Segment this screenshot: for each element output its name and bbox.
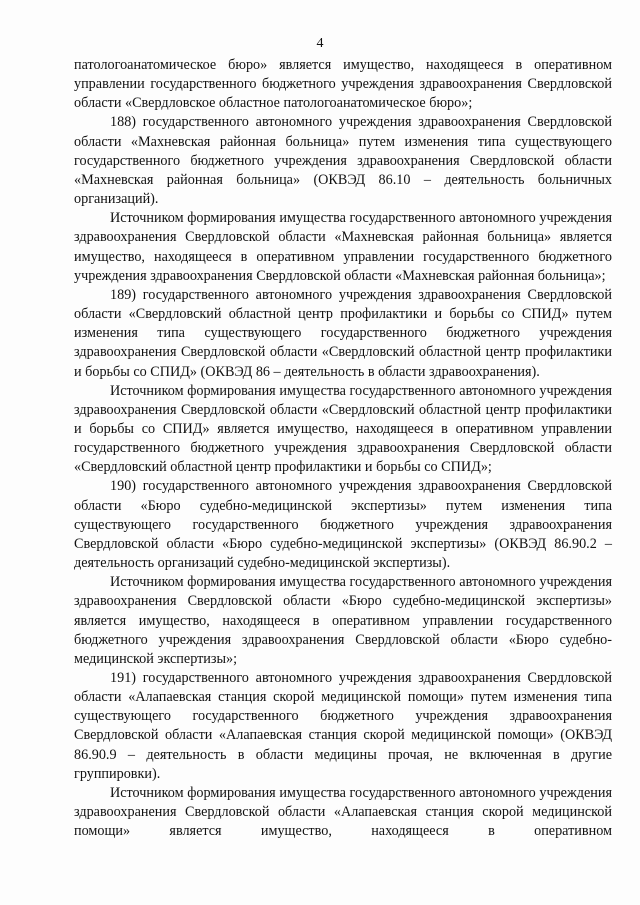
- paragraph-item-191: 191) государственного автономного учреждения здравоохранения Свердловской области «Алапаевская станция скорой медицинской помощи» путем изменения типа существующего государственного бюджетного учреждения здравоохранения Свердловской области «Алапаевская станция скорой медицинской помощи» (ОКВЭД 86.90.9 – деятельность в области медицины прочая, не включенная в другие группировки).: [74, 670, 612, 782]
- paragraph-item-188: 188) государственного автономного учреждения здравоохранения Свердловской области «Махневская районная больница» путем изменения типа существующего государственного бюджетного учреждения здравоохранения Свердловской области «Махневская районная больница» (ОКВЭД 86.10 – деятельность больничных организаций).: [74, 114, 612, 208]
- paragraph-source-188: Источником формирования имущества государственного автономного учреждения здравоохранения Свердловской области «Махневская районная больница» является имущество, находящееся в оперативном управлении государственного бюджетного учреждения здравоохранения Свердловской области «Махневская районная больница»;: [74, 210, 612, 284]
- document-body: [74, 56, 612, 841]
- paragraph-source-189: Источником формирования имущества государственного автономного учреждения здравоохранения Свердловской области «Свердловский областной центр профилактики и борьбы со СПИД» является имущество, находящееся в оперативном управлении государственного бюджетного учреждения здравоохранения Свердловской области «Свердловский областной центр профилактики и борьбы со СПИД»;: [74, 382, 612, 476]
- paragraph-item-189: 189) государственного автономного учреждения здравоохранения Свердловской области «Свердловский областной центр профилактики и борьбы со СПИД» путем изменения типа существующего государственного бюджетного учреждения здравоохранения Свердловской области «Свердловский областной центр профилактики и борьбы со СПИД» (ОКВЭД 86 – деятельность в области здравоохранения).: [74, 286, 612, 380]
- paragraph-source-190: Источником формирования имущества государственного автономного учреждения здравоохранения Свердловской области «Бюро судебно-медицинской экспертизы» является имущество, находящееся в оперативном управлении государственного бюджетного учреждения здравоохранения Свердловской области «Бюро судебно-медицинской экспертизы»;: [74, 574, 612, 667]
- page-number: 4: [316, 36, 324, 51]
- paragraph-item-190: 190) государственного автономного учреждения здравоохранения Свердловской области «Бюро судебно-медицинской экспертизы» путем изменения типа существующего государственного бюджетного учреждения здравоохранения Свердловской области «Бюро судебно-медицинской экспертизы» (ОКВЭД 86.90.2 – деятельность организаций судебно-медицинской экспертизы).: [74, 478, 612, 572]
- paragraph-source-191: Источником формирования имущества государственного автономного учреждения здравоохранения Свердловской области «Алапаевская станция скорой медицинской помощи» является имущество, находящееся в оперативном: [74, 784, 612, 840]
- paragraph-continuation: патологоанатомическое бюро» является имущество, находящееся в оперативном управлении государственного бюджетного учреждения здравоохранения Свердловской области «Свердловское областное патологоанатомическое бюро»;: [74, 57, 612, 112]
